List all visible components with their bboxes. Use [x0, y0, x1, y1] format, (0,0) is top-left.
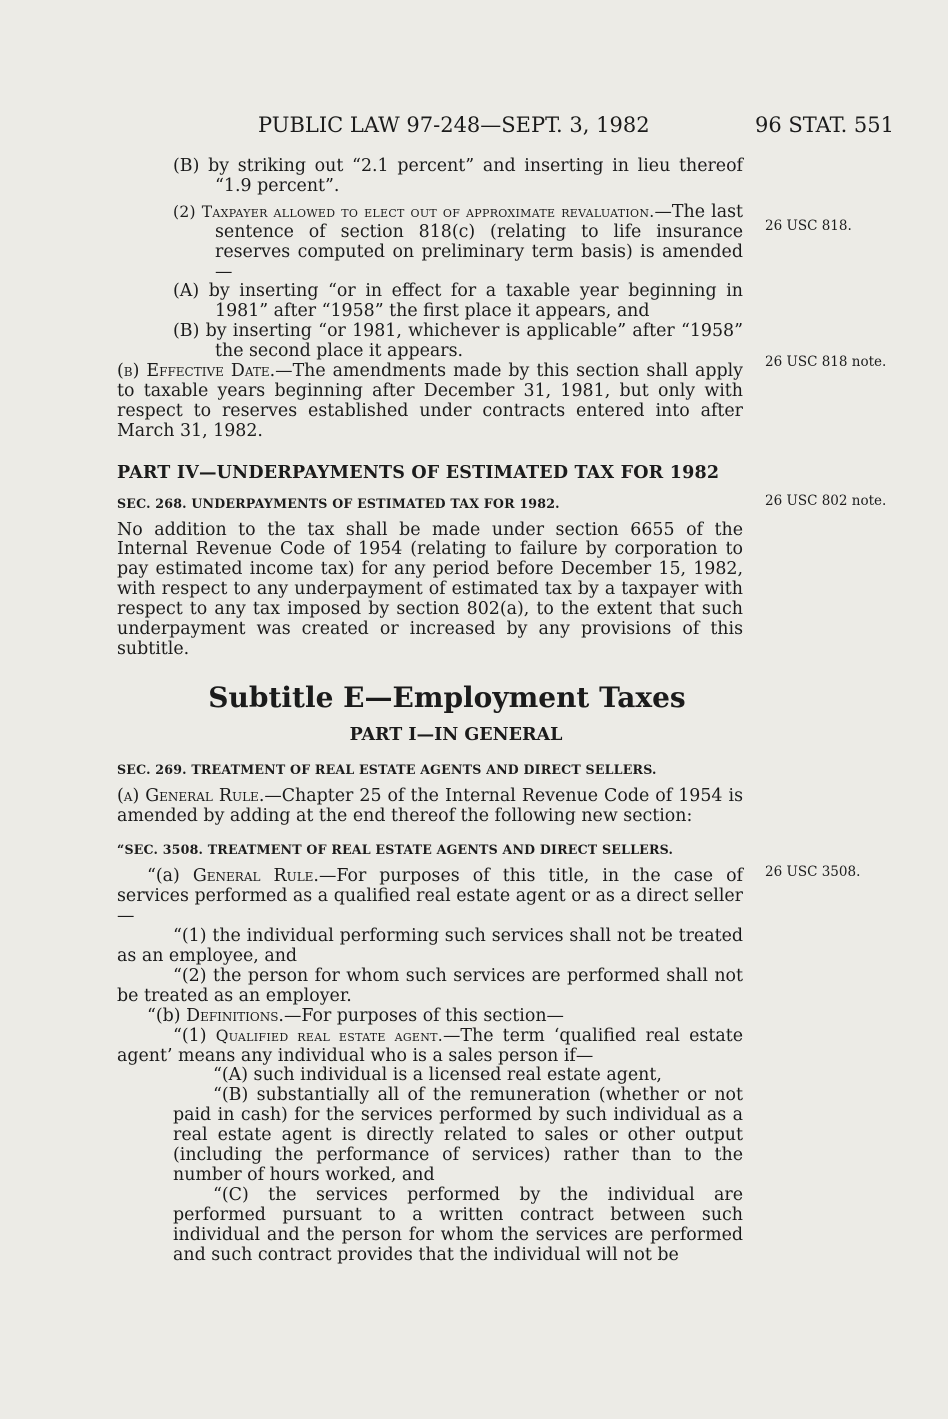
paragraph [117, 1007, 743, 1027]
paragraph: “(A) such individual is a licensed real estate agent, [213, 1065, 662, 1086]
section-heading: SEC. 268. UNDERPAYMENTS OF ESTIMATED TAX FOR 1982. [117, 495, 560, 511]
paragraph: (A) by inserting “or in effect for a taxable year beginning in 1981” after “1958” the first place it appears, and [173, 281, 743, 322]
section-heading: “SEC. 3508. TREATMENT OF REAL ESTATE AGENTS AND DIRECT SELLERS. [117, 842, 674, 858]
paragraph-heading: (b) Effective Date. [117, 361, 276, 382]
margin-note: 26 USC 3508. [765, 864, 861, 880]
margin-note: 26 USC 818 note. [765, 354, 887, 370]
section-heading: SEC. 269. TREATMENT OF REAL ESTATE AGENTS AND DIRECT SELLERS. [117, 761, 657, 777]
paragraph-text: —For purposes of this title, in the case of services performed as a qualified real estate agent or as a direct seller— [117, 866, 743, 927]
paragraph: No addition to the tax shall be made under section 6655 of the Internal Revenue Code of 1954 (relating to failure by corporation to pay estimated income tax) for any period before December 15, 1982, with respect to any underpayment of estimated tax by a taxpayer with respect to any tax imposed by section 802(a), to the extent that such underpayment was created or increased by any provisions of this subtitle. [117, 519, 743, 659]
paragraph-text: —The last sentence of section 818(c) (relating to life insurance reserves computed on preliminary term basis) is amended— [215, 201, 743, 282]
paragraph-prefix: “(1) [173, 1025, 216, 1046]
paragraph [117, 203, 743, 283]
subtitle-heading: Subtitle E—Employment Taxes [208, 680, 686, 714]
paragraph-heading: General Rule. [192, 866, 319, 887]
margin-note: 26 USC 802 note. [765, 493, 887, 509]
paragraph [117, 1027, 743, 1067]
paragraph [117, 787, 743, 827]
paragraph-heading: (a) General Rule. [117, 785, 265, 806]
paragraph-heading: Qualified real estate agent. [215, 1026, 444, 1045]
paragraph: (B) by striking out “2.1 percent” and inserting in lieu thereof “1.9 percent”. [173, 156, 743, 196]
paragraph: “(C) the services performed by the individual are performed pursuant to a written contract between such individual and the person for whom the services are performed and such contract provides that the individual will not be [173, 1184, 743, 1265]
paragraph-text: —The term ‘qualified real estate agent’ means any individual who is a sales person if— [117, 1025, 743, 1066]
paragraph-text: —Chapter 25 of the Internal Revenue Code of 1954 is amended by adding at the end thereof the following new section: [117, 785, 743, 826]
paragraph-heading: Definitions. [186, 1005, 284, 1026]
page-number: 96 STAT. 551 [755, 113, 895, 137]
paragraph-heading: (2) Taxpayer allowed to elect out of approximate revaluation. [173, 202, 655, 221]
document-body [117, 157, 743, 1266]
paragraph-text: —The amendments made by this section shall apply to taxable years beginning after December 31, 1981, but only with respect to reserves established under contracts entered into after March 31, 1982. [117, 361, 743, 441]
margin-note: 26 USC 818. [765, 218, 852, 234]
part-heading: PART I—IN GENERAL [349, 724, 563, 745]
paragraph-prefix: “(a) [147, 866, 193, 887]
paragraph-prefix: “(b) [147, 1005, 187, 1026]
paragraph-text: —For purposes of this section— [283, 1005, 564, 1026]
paragraph: “(B) substantially all of the remuneration (whether or not paid in cash) for the services performed by such individual as a real estate agent is directly related to sales or other output (including the performance of services) rather than to the number of hours worked, and [173, 1085, 743, 1185]
paragraph: “(2) the person for whom such services are performed shall not be treated as an employer. [117, 965, 743, 1006]
paragraph: “(1) the individual performing such services shall not be treated as an employee, and [117, 926, 743, 966]
paragraph [117, 362, 743, 442]
paragraph: (B) by inserting “or 1981, whichever is applicable” after “1958” the second place it appears. [173, 321, 743, 362]
part-heading: PART IV—UNDERPAYMENTS OF ESTIMATED TAX FOR 1982 [117, 462, 720, 483]
paragraph [117, 867, 743, 927]
running-header-title: PUBLIC LAW 97-248—SEPT. 3, 1982 [258, 113, 650, 137]
